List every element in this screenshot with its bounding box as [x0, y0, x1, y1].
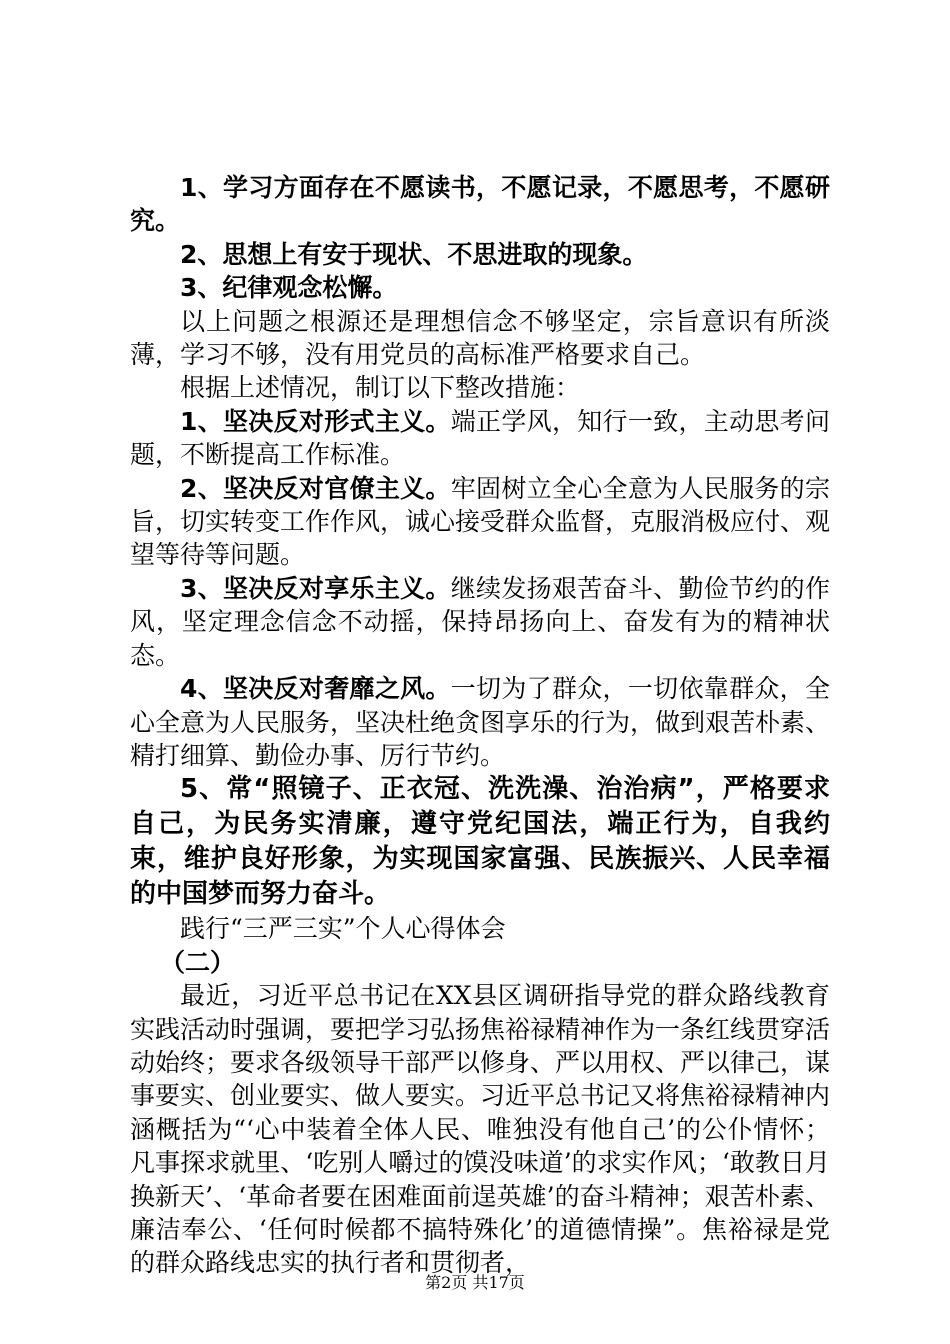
measure-1-heading: 1、坚决反对形式主义。 — [180, 406, 451, 436]
section-title: 践行“三严三实”个人心得体会 — [180, 914, 506, 944]
measure-1-body: 端正学风，知行一致，主动思考问题，不断提高工作标准。 — [130, 406, 830, 470]
section-subtitle: （二） — [160, 947, 236, 977]
page-footer: 第2页 共17页 — [425, 1273, 525, 1292]
paragraph-problem-1: 1、学习方面存在不愿读书，不愿记录，不愿思考，不愿研究。 — [130, 173, 830, 236]
measure-3-heading: 3、坚决反对享乐主义。 — [180, 573, 451, 603]
paragraph-measures-intro: 根据上述情况，制订以下整改措施： — [180, 373, 581, 403]
paragraph-measure-2 — [130, 472, 830, 572]
paragraph-measure-1 — [130, 405, 830, 472]
paragraph-problem-2: 2、思想上有安于现状、不思进取的现象。 — [180, 239, 648, 269]
measure-3-body: 继续发扬艰苦奋斗、勤俭节约的作风，坚定理念信念不动摇，保持昂扬向上、奋发有为的精神状态。 — [130, 573, 830, 670]
measure-4-body: 一切为了群众，一切依靠群众，全心全意为人民服务，坚决杜绝贪图享乐的行为，做到艰苦朴素、精打细算、勤俭办事、厉行节约。 — [130, 674, 831, 770]
measure-2-heading: 2、坚决反对官僚主义。 — [180, 473, 451, 503]
measure-2-body: 牢固树立全心全意为人民服务的宗旨，切实转变工作作风，诚心接受群众监督，克服消极应付、观望等待等问题。 — [130, 473, 831, 570]
measure-4-heading: 4、坚决反对奢靡之风。 — [180, 674, 451, 704]
paragraph-body-main: 最近，习近平总书记在XX县区调研指导党的群众路线教育实践活动时强调，要把学习弘扬焦裕禄精神作为一条红线贯穿活动始终；要求各级领导干部严以修身、严以用权、严以律己，谋事要实、创业要实、做人要实。习近平总书记又将焦裕禄精神内涵概括为“‘心中装着全体人民、唯独没有他自己’的公仆情怀；凡事探求就里、‘吃别人嚼过的馍没味道’的求实作风；‘敢教日月换新天’、‘革命者要在困难面前逞英雄’的奋斗精神；艰苦朴素、廉洁奉公、‘任何时候都不搞特殊化’的道德情操”。焦裕禄是党的群众路线忠实的执行者和贯彻者， — [130, 981, 831, 1278]
document-body — [130, 171, 830, 1280]
paragraph-measure-3 — [130, 572, 830, 672]
paragraph-measure-5: 5、常“照镜子、正衣冠、洗洗澡、治治病”，严格要求自己，为民务实清廉，遵守党纪国法，端正行为，自我约束，维护良好形象，为实现国家富强、民族振兴、人民幸福的中国梦而努力奋斗。 — [130, 774, 830, 910]
paragraph-root-cause: 以上问题之根源还是理想信念不够坚定，宗旨意识有所淡薄，学习不够，没有用党员的高标准严格要求自己。 — [130, 306, 830, 370]
paragraph-problem-3: 3、纪律观念松懈。 — [180, 273, 398, 303]
paragraph-measure-4 — [130, 672, 830, 772]
